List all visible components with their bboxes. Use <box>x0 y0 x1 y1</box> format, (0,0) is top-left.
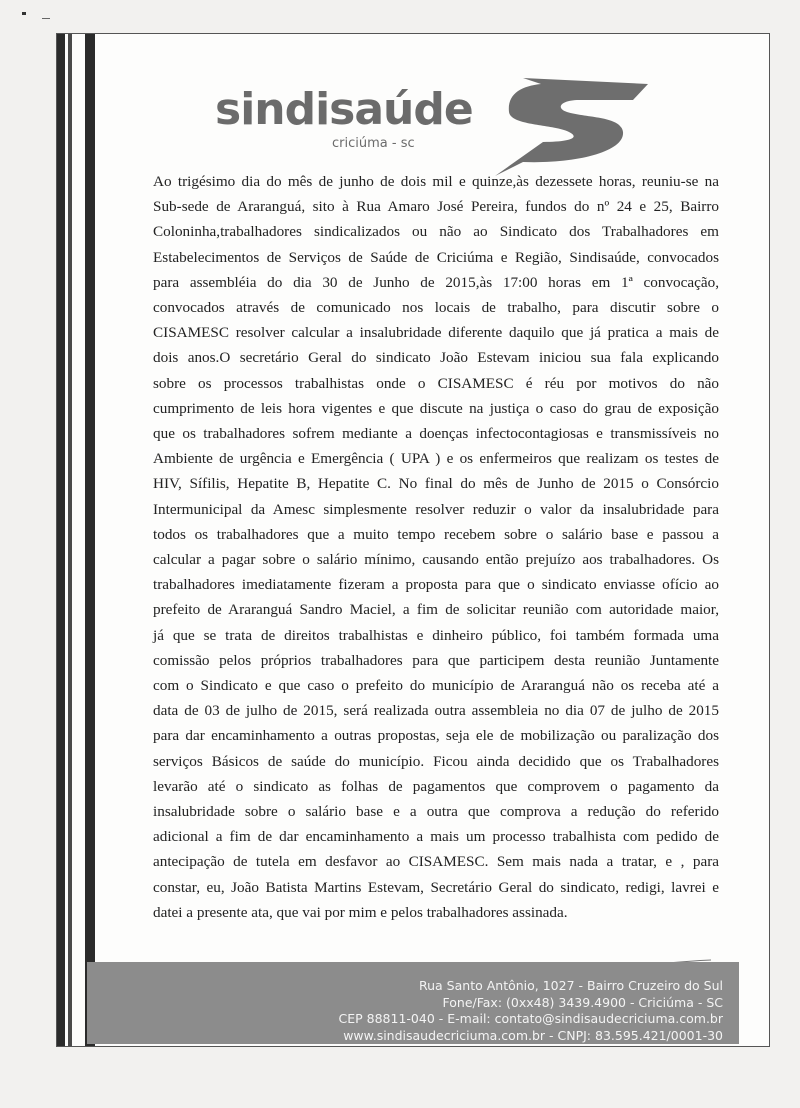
letterhead-footer <box>87 962 739 1044</box>
margin-stripe <box>57 34 65 1046</box>
text-line: Ambiente de urgência e Emergência ( UPA ) e os enfermeiros que realizam os testes de <box>153 450 719 468</box>
text-line: comissão pelos próprios trabalhadores para que participem desta reunião Juntamente <box>153 651 719 669</box>
text-line: Intermunicipal da Amesc simplesmente resolver reduzir o valor da insalubridade para <box>153 500 719 518</box>
text-line: Ao trigésimo dia do mês de junho de dois mil e quinze,às dezessete horas, reuniu-se na <box>153 173 719 190</box>
footer-website-cnpj: www.sindisaudecriciuma.com.br - CNPJ: 83.595.421/0001-30 <box>343 1027 723 1043</box>
footer-phone: Fone/Fax: (0xx48) 3439.4900 - Criciúma - SC <box>442 994 723 1010</box>
text-line: para assembléia do dia 30 de Junho de 2015,às 17:00 horas em 1ª convocação, <box>153 273 719 291</box>
text-line: sobre os processos trabalhistas onde o CISAMESC é réu por motivos do não <box>153 374 719 392</box>
text-line: CISAMESC resolver calcular a insalubridade diferente daquilo que já pratica a mais de <box>153 324 719 342</box>
logo-brand-text: sindisaúde <box>215 84 473 135</box>
text-line: com o Sindicato e que caso o prefeito do município de Araranguá não os receba até a <box>153 677 719 695</box>
text-line: Estabelecimentos de Serviços de Saúde de Criciúma e Região, Sindisaúde, convocados <box>153 248 719 266</box>
text-line: serviços Básicos de saúde do município. Ficou ainda decidido que os Trabalhadores <box>153 752 719 770</box>
text-line: HIV, Sífilis, Hepatite B, Hepatite C. No final do mês de Junho de 2015 o Consórcio <box>153 475 719 493</box>
text-line: todos os trabalhadores que a muito tempo recebem sobre o salário base e passou a <box>153 525 719 543</box>
footer-address: Rua Santo Antônio, 1027 - Bairro Cruzeiro do Sul <box>419 978 723 993</box>
margin-stripe <box>85 34 95 1046</box>
text-line: Sub-sede de Araranguá, sito à Rua Amaro José Pereira, fundos do nº 24 e 25, Bairro <box>153 198 719 216</box>
text-line: insalubridade sobre o salário base e a outra que comprova a redução do referido <box>153 803 719 821</box>
text-line: cumprimento de leis hora vigentes e que discute na justiça o caso do grau de exposição <box>153 399 719 417</box>
margin-stripe <box>68 34 72 1046</box>
scan-mark <box>22 12 26 15</box>
text-line: dois anos.O secretário Geral do sindicato João Estevam iniciou sua fala explicando <box>153 349 719 367</box>
text-line: já que se trata de direitos trabalhistas e dinheiro público, foi também formada uma <box>153 626 719 644</box>
text-line: Coloninha,trabalhadores sindicalizados ou não ao Sindicato dos Trabalhadores em <box>153 223 719 241</box>
scan-mark <box>42 18 50 19</box>
text-line: antecipação de tutela em desfavor ao CISAMESC. Sem mais nada a tratar, e , para <box>153 853 719 871</box>
text-line: que os trabalhadores sofrem mediante a doenças infectocontagiosas e transmissíveis no <box>153 425 719 443</box>
text-line: datei a presente ata, que vai por mim e pelos trabalhadores assinada. <box>153 903 568 921</box>
text-line: data de 03 de julho de 2015, será realizada outra assembleia no dia 07 de julho de 2015 <box>153 702 719 720</box>
text-line: levarão até o sindicato as folhas de pagamentos que comprovem o pagamento da <box>153 777 719 795</box>
logo-subtitle: criciúma - sc <box>332 136 415 151</box>
text-line: adicional a fim de dar encaminhamento a mais um processo trabalhista com pedido de <box>153 828 719 846</box>
text-line: para dar encaminhamento a outras propostas, seja ele de mobilização ou paralização dos <box>153 727 719 745</box>
footer-cep-email: CEP 88811-040 - E-mail: contato@sindisaudecriciuma.com.br <box>338 1011 723 1026</box>
document-page <box>56 33 770 1047</box>
text-line: constar, eu, João Batista Martins Estevam, Secretário Geral do sindicato, redigi, lavrei e <box>153 878 719 896</box>
text-line: convocados através de comunicado nos locais de trabalho, para discutir sobre o <box>153 299 719 317</box>
text-line: trabalhadores imediatamente fizeram a proposta para que o sindicato enviasse ofício ao <box>153 576 719 594</box>
text-line: calcular a pagar sobre o salário mínimo, causando então prejuízo aos trabalhadores. Os <box>153 551 719 569</box>
text-line: prefeito de Araranguá Sandro Maciel, a fim de solicitar reunião com autoridade maior, <box>153 601 719 619</box>
minutes-text <box>153 169 719 925</box>
